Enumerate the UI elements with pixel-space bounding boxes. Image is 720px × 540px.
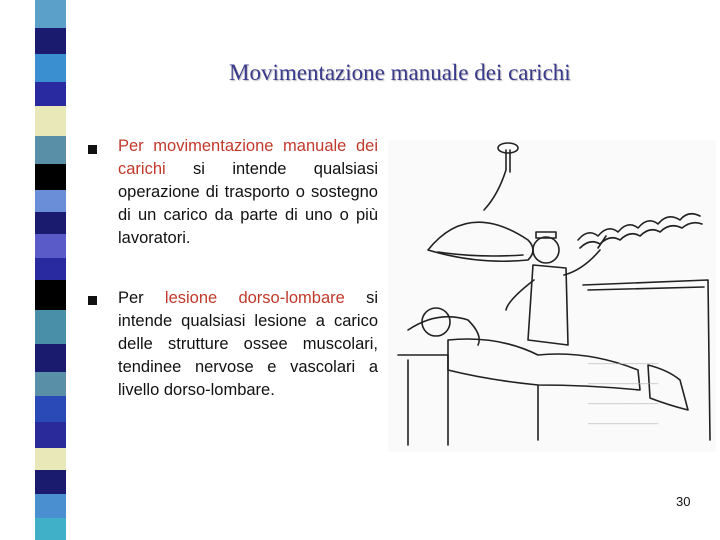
bullet-marker [88,296,97,305]
bullet-body: si intende qualsiasi lesione a carico delle strutture ossee muscolari, tendinee nervose e vascolari a livello dorso-lombare. [118,289,378,399]
svg-text:______________: ______________ [588,394,659,404]
bullet-highlight: lesione dorso-lombare [164,289,345,307]
svg-text:______________: ______________ [588,374,659,384]
bullet-item [118,135,378,250]
bullet-prefix: Per [118,289,144,307]
slide-title: Movimentazione manuale dei carichi [229,60,571,85]
svg-text:______________: ______________ [588,414,659,424]
bullet-item [118,287,378,402]
bullet-highlight: Per movimentazione manuale dei carichi [118,137,378,178]
svg-text:______________: ______________ [588,354,659,364]
page-number: 30 [676,494,691,509]
decorative-stripe [0,0,66,540]
bullet-body: si intende qualsiasi operazione di trasporto o sostegno di un carico da parte di uno o più lavoratori. [118,160,378,247]
bullet-marker [88,145,97,154]
dentist-lamp-patient-cartoon-icon [388,140,716,452]
